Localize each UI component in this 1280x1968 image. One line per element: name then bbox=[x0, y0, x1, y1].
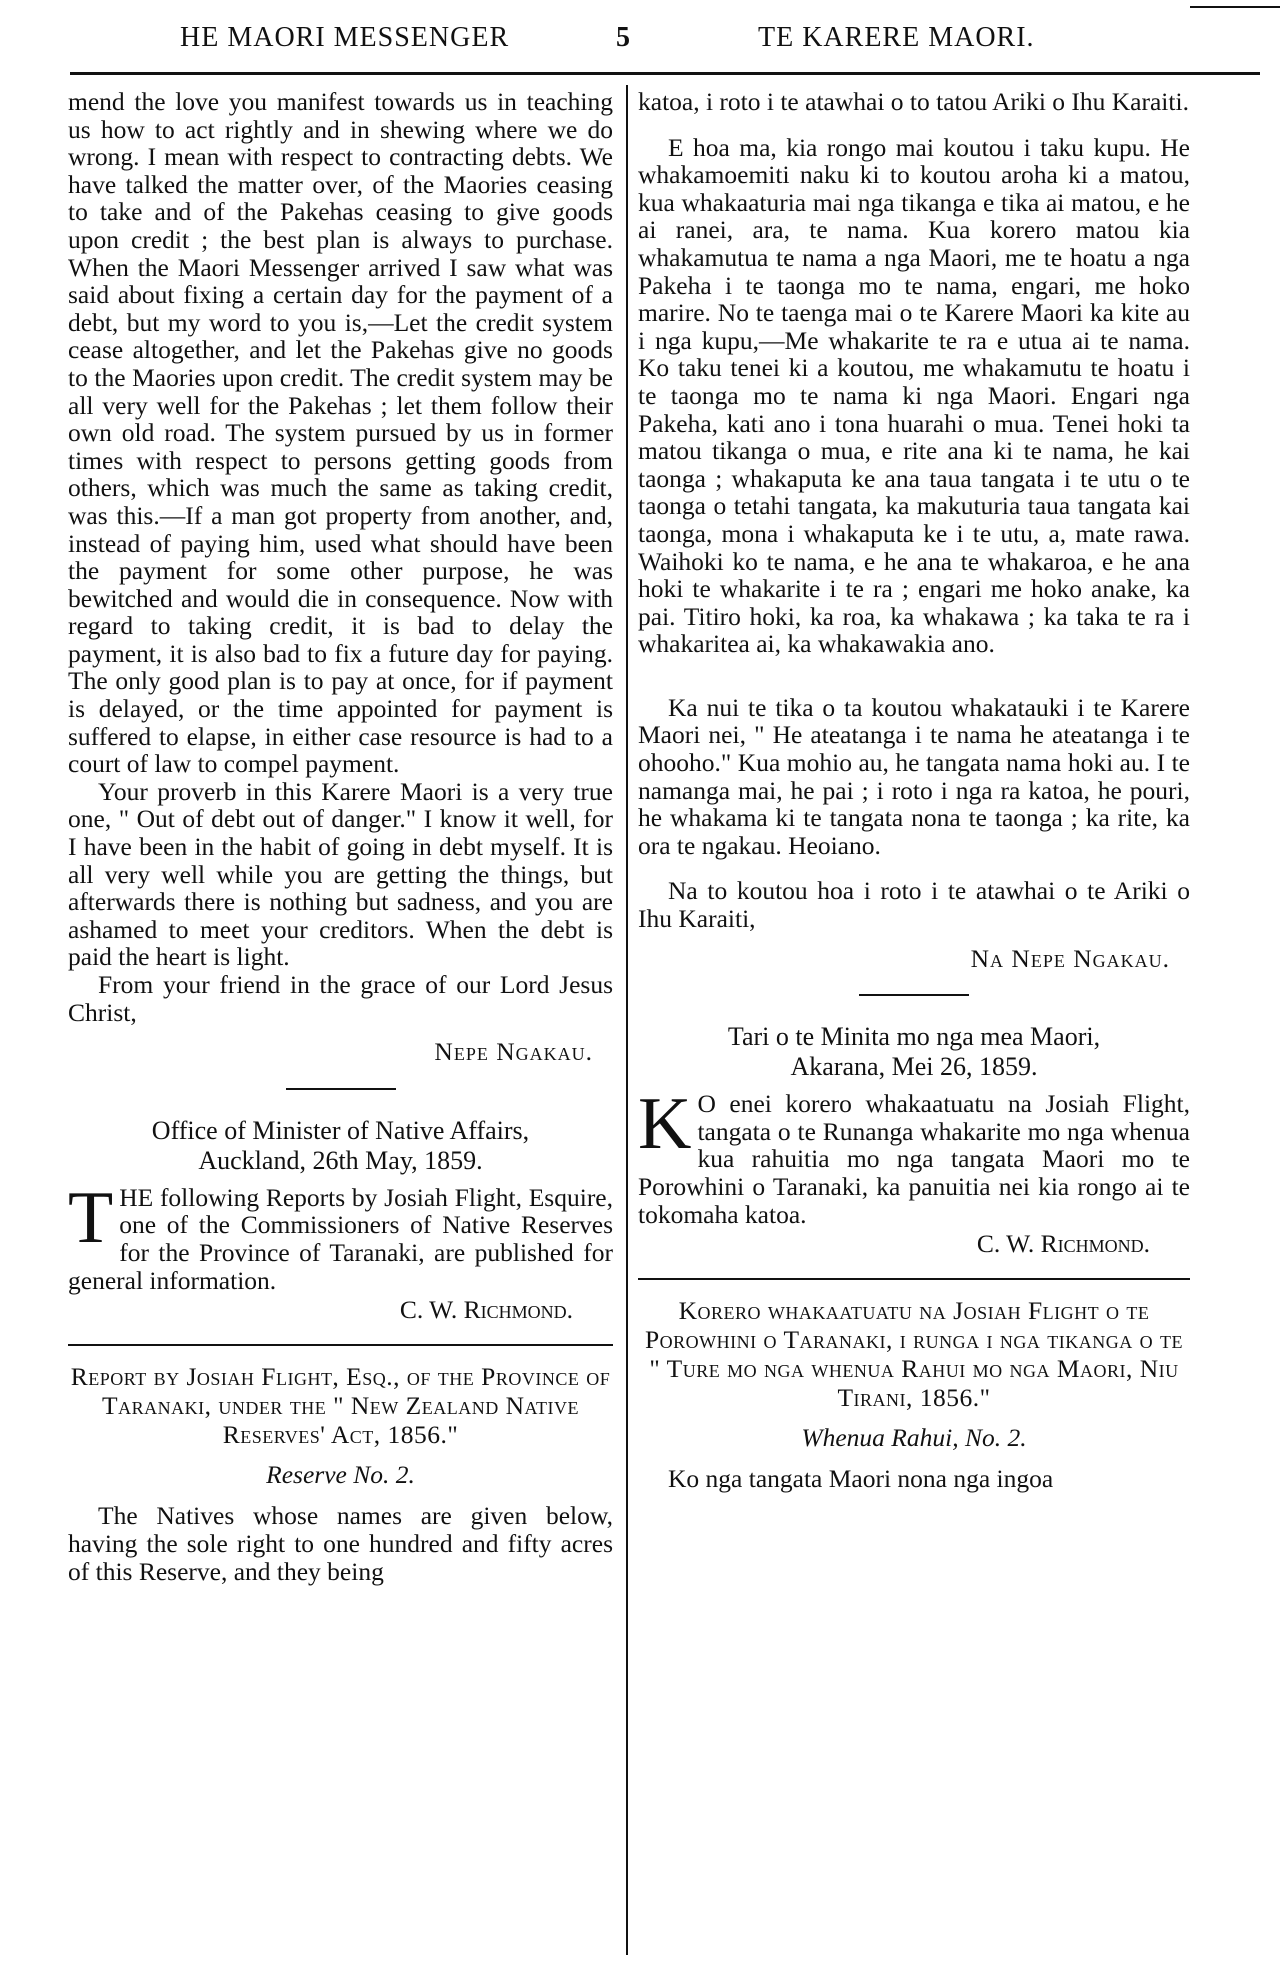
drop-cap: T bbox=[68, 1176, 114, 1259]
letter-signature: Nepe Ngakau. bbox=[434, 1037, 593, 1067]
letter-paragraph-3: Ka nui te tika o ta koutou whakatauki i te Karere Maori nei, " He ateatanga i te nama he ateatanga i te ohooho." Kua mohio au, he tangata nama hoki au. I te namanga mai, he pai ; i roto i nga ra katoa, he pouri, he whakama ki te tangata nona te taonga ; ka rite, ka ora te ngakau. Heoiano. bbox=[638, 692, 1190, 860]
office-heading-line-2: Auckland, 26th May, 1859. bbox=[198, 1145, 483, 1175]
letter-paragraph-1: katoa, i roto i te atawhai o to tatou Ariki o Ihu Karaiti. bbox=[638, 87, 1189, 116]
section-rule bbox=[859, 994, 969, 996]
header-top-rule bbox=[1190, 6, 1280, 8]
office-heading-line-1: Tari o te Minita mo nga mea Maori, bbox=[727, 1022, 1101, 1052]
drop-cap: K bbox=[638, 1083, 692, 1166]
letter-paragraph-2: Your proverb in this Karere Maori is a very true one, " Out of debt out of danger." I know it well, for I have been in the habit of going in debt myself. It is all very well while you are getting the things, but afterwards there is nothing but sadness, and you are ashamed to meet your creditors. When the debt is paid the heart is light. bbox=[68, 776, 613, 972]
notice-text: O enei korero whakaatuatu na Josiah Flight, tangata o te Runanga whakarite mo nga whenua kua rahuitia mo nga tangata Maori mo te Porowhini o Taranaki, ka panuitia nei kia rongo ai te tokomaha katoa. bbox=[638, 1089, 1190, 1229]
letter-paragraph-2: E hoa ma, kia rongo mai koutou i taku kupu. He whakamoemiti naku ki to koutou aroha ki a matou, kua whakaaturia mai nga tikanga e tika ai matou, e he ai ranei, ara, te nama. Kua korero matou kia whakamutua te nama a nga Maori, me te hoatu a nga Pakeha i te taonga mo te nama, engari, me hoko marire. No te taenga mai o te Karere Maori ka kite au i nga kupu,—Me whakarite te ra e utua ai te nama. Ko taku tenei ki a koutou, me whakamutu te hoatu i te taonga mo te nama ki nga Maori. Engari nga Pakeha, kati ano i tona huarahi o mua. Tenei hoki ta matou tikanga o mua, e rite ana ki te nama, he kai taonga ; whakaputa ke ana taua tangata i te utu o te taonga o tetahi tangata, ka makuturia taua tangata kai taonga, mona i whakaputa ke i te utu, a, mate rawa. Waihoki ko te nama, e he ana te whakaroa, e he ana hoki te whakarite i te ra ; engari me hoko anake, ka pai. Titiro hoki, ka roa, ka whakawa ; ka taka te ra i whakaritea ai, ka whakawakia ano. bbox=[638, 132, 1190, 659]
notice-paragraph bbox=[638, 1083, 1190, 1229]
report-rule bbox=[638, 1278, 1190, 1280]
reserve-paragraph: The Natives whose names are given below, having the sole right to one hundred and fifty acres of this Reserve, and they being bbox=[68, 1501, 613, 1586]
report-heading: Korero whakaatuatu na Josiah Flight o te Porowhini o Taranaki, i runga i nga tikanga o te " Ture mo nga whenua Rahui mo nga Maori, Niu Tirani, 1856." bbox=[645, 1295, 1183, 1412]
header-english-title: HE MAORI MESSENGER bbox=[180, 22, 510, 53]
letter-paragraph-1: mend the love you manifest towards us in teaching us how to act rightly and in shewing where we do wrong. I mean with respect to contracting debts. We have talked the matter over, of the Maories ceasing to take and of the Pakehas ceasing to give goods upon credit ; the best plan is always to purchase. When the Maori Messenger arrived I saw what was said about fixing a certain day for the payment of a debt, but my word to you is,—Let the credit system cease altogether, and let the Pakehas give no goods to the Maories upon credit. The credit system may be all very well for the Pakehas ; let them follow their own old road. The system pursued by us in former times with respect to persons getting goods from others, which was much the same as taking credit, was this.—If a man got property from another, and, instead of paying him, used what should have been the payment for some other purpose, he was bewitched and would die in consequence. Now with regard to taking credit, it is bad to delay the payment, it is also bad to fix a future day for paying. The only good plan is to pay at once, for if payment is delayed, or the time appointed for payment is suffered to elapse, in either case resource is had to a court of law to compel payment. bbox=[68, 87, 613, 779]
report-rule bbox=[68, 1344, 613, 1346]
office-heading-line-1: Office of Minister of Native Affairs, bbox=[151, 1115, 530, 1145]
section-rule bbox=[286, 1088, 396, 1090]
report-heading: Report by Josiah Flight, Esq., of the Province of Taranaki, under the " New Zealand Native Reserves' Act, 1856." bbox=[70, 1361, 611, 1449]
letter-closing: Na to koutou hoa i roto i te atawhai o te Ariki o Ihu Karaiti, bbox=[638, 876, 1190, 934]
notice-signature: C. W. Richmond. bbox=[976, 1229, 1150, 1259]
page-header bbox=[0, 0, 1280, 75]
letter-closing: From your friend in the grace of our Lord Jesus Christ, bbox=[68, 970, 613, 1027]
maori-column bbox=[638, 88, 1190, 1493]
letter-signature: Na Nepe Ngakau. bbox=[970, 943, 1170, 973]
header-rule bbox=[70, 72, 1260, 75]
notice-signature: C. W. Richmond. bbox=[399, 1295, 573, 1325]
reserve-paragraph: Ko nga tangata Maori nona nga ingoa bbox=[668, 1464, 1054, 1494]
reserve-label: Reserve No. 2. bbox=[266, 1459, 415, 1489]
header-maori-title: TE KARERE MAORI. bbox=[758, 22, 1035, 53]
page-number: 5 bbox=[616, 22, 630, 53]
column-divider bbox=[626, 85, 628, 1955]
notice-paragraph bbox=[68, 1176, 613, 1295]
office-heading-line-2: Akarana, Mei 26, 1859. bbox=[790, 1052, 1038, 1082]
reserve-label: Whenua Rahui, No. 2. bbox=[801, 1422, 1027, 1452]
notice-text: HE following Reports by Josiah Flight, Esquire, one of the Commissioners of Native Reserves for the Province of Taranaki, are published for general information. bbox=[68, 1182, 613, 1295]
english-column bbox=[68, 88, 613, 1585]
